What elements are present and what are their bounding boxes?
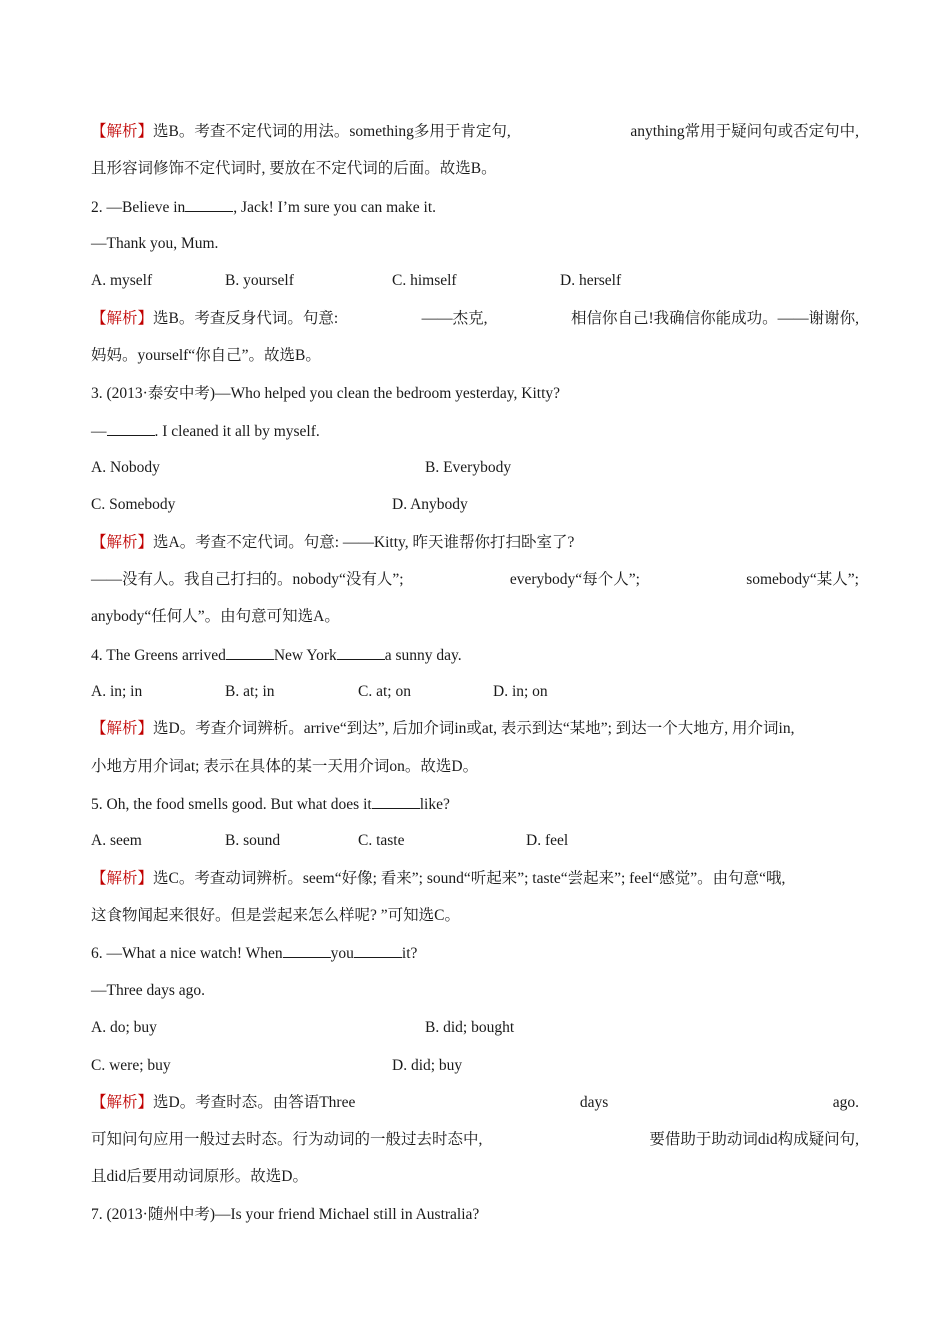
analysis-tag: 【解析】 (91, 123, 154, 140)
question-7-stem: 7. (2013·随州中考)—Is your friend Michael still in Australia? (91, 1206, 480, 1223)
option-a: A. do; buy (91, 1019, 157, 1036)
question-2-stem: 2. —Believe in , Jack! I’m sure you can make it. (91, 196, 859, 218)
question-2-reply: —Thank you, Mum. (91, 235, 219, 252)
question-3-stem: 3. (2013·泰安中考)—Who helped you clean the bedroom yesterday, Kitty? (91, 385, 561, 402)
option-c: C. himself (392, 272, 457, 289)
answer-3-line-3: anybody“任何人”。由句意可知选A。 (91, 608, 340, 625)
analysis-tag: 【解析】 (91, 534, 154, 551)
option-d: D. herself (560, 272, 622, 289)
option-b: B. sound (225, 832, 281, 849)
answer-blank (337, 644, 385, 660)
answer-blank (226, 644, 274, 660)
answer-blank (372, 793, 420, 809)
answer-5-line-2: 这食物闻起来很好。但是尝起来怎么样呢? ”可知选C。 (91, 907, 460, 924)
answer-6-line-2: 可知问句应用一般过去时态。行为动词的一般过去时态中, 要借助于助动词did构成疑问句, (91, 1131, 859, 1148)
answer-1-line-2: 且形容词修饰不定代词时, 要放在不定代词的后面。故选B。 (91, 160, 497, 177)
question-5-options (91, 830, 859, 852)
option-d: D. in; on (493, 683, 548, 700)
answer-6-line-1: 【解析】选D。考查时态。由答语Three days ago. (91, 1094, 859, 1111)
option-a: A. Nobody (91, 459, 160, 476)
question-2-options (91, 270, 859, 292)
answer-2-line-1: 【解析】选B。考查反身代词。句意: ——杰克, 相信你自己!我确信你能成功。——谢谢你, (91, 310, 859, 327)
answer-5-line-1: 【解析】选C。考查动词辨析。seem“好像; 看来”; sound“听起来”; taste“尝起来”; feel“感觉”。由句意“哦, (91, 870, 786, 887)
question-3-reply: — . I cleaned it all by myself. (91, 420, 859, 442)
option-c: C. at; on (358, 683, 411, 700)
option-a: A. in; in (91, 683, 143, 700)
option-b: B. Everybody (425, 459, 512, 476)
answer-blank (107, 420, 155, 436)
option-d: D. Anybody (392, 496, 468, 513)
analysis-tag: 【解析】 (91, 720, 154, 737)
question-6-reply: —Three days ago. (91, 982, 206, 999)
question-5-stem: 5. Oh, the food smells good. But what does it like? (91, 793, 859, 815)
option-c: C. were; buy (91, 1057, 171, 1074)
question-6-stem: 6. —What a nice watch! When you it? (91, 942, 859, 964)
question-6-options-row-1 (91, 1017, 859, 1039)
answer-4-line-1: 【解析】选D。考查介词辨析。arrive“到达”, 后加介词in或at, 表示到达“某地”; 到达一个大地方, 用介词in, (91, 720, 795, 737)
option-b: B. yourself (225, 272, 294, 289)
option-a: A. seem (91, 832, 142, 849)
question-6-options-row-2 (91, 1055, 859, 1077)
answer-6-line-3: 且did后要用动词原形。故选D。 (91, 1168, 309, 1185)
answer-3-line-1: 【解析】选A。考查不定代词。句意: ——Kitty, 昨天谁帮你打扫卧室了? (91, 534, 575, 551)
option-d: D. feel (526, 832, 569, 849)
question-3-options-row-2 (91, 494, 859, 516)
question-4-options (91, 681, 859, 703)
option-b: B. at; in (225, 683, 275, 700)
answer-4-line-2: 小地方用介词at; 表示在具体的某一天用介词on。故选D。 (91, 758, 479, 775)
option-d: D. did; buy (392, 1057, 463, 1074)
option-a: A. myself (91, 272, 153, 289)
option-c: C. Somebody (91, 496, 176, 513)
answer-2-line-2: 妈妈。yourself“你自己”。故选B。 (91, 347, 321, 364)
answer-3-line-2: ——没有人。我自己打扫的。nobody“没有人”; everybody“每个人”; somebody“某人”; (91, 571, 859, 588)
answer-1-text-a: 选B。考查不定代词的用法。something多用于肯定句, (153, 123, 511, 140)
answer-blank (354, 942, 402, 958)
option-b: B. did; bought (425, 1019, 515, 1036)
answer-1-text-b: anything常用于疑问句或否定句中, (630, 123, 859, 140)
question-3-options-row-1 (91, 457, 859, 479)
answer-blank (283, 942, 331, 958)
answer-1-line-1 (91, 121, 859, 143)
analysis-tag: 【解析】 (91, 870, 154, 887)
option-c: C. taste (358, 832, 405, 849)
analysis-tag: 【解析】 (91, 310, 154, 327)
analysis-tag: 【解析】 (91, 1094, 154, 1111)
question-4-stem: 4. The Greens arrived New York a sunny day. (91, 644, 859, 666)
answer-blank (185, 196, 233, 212)
